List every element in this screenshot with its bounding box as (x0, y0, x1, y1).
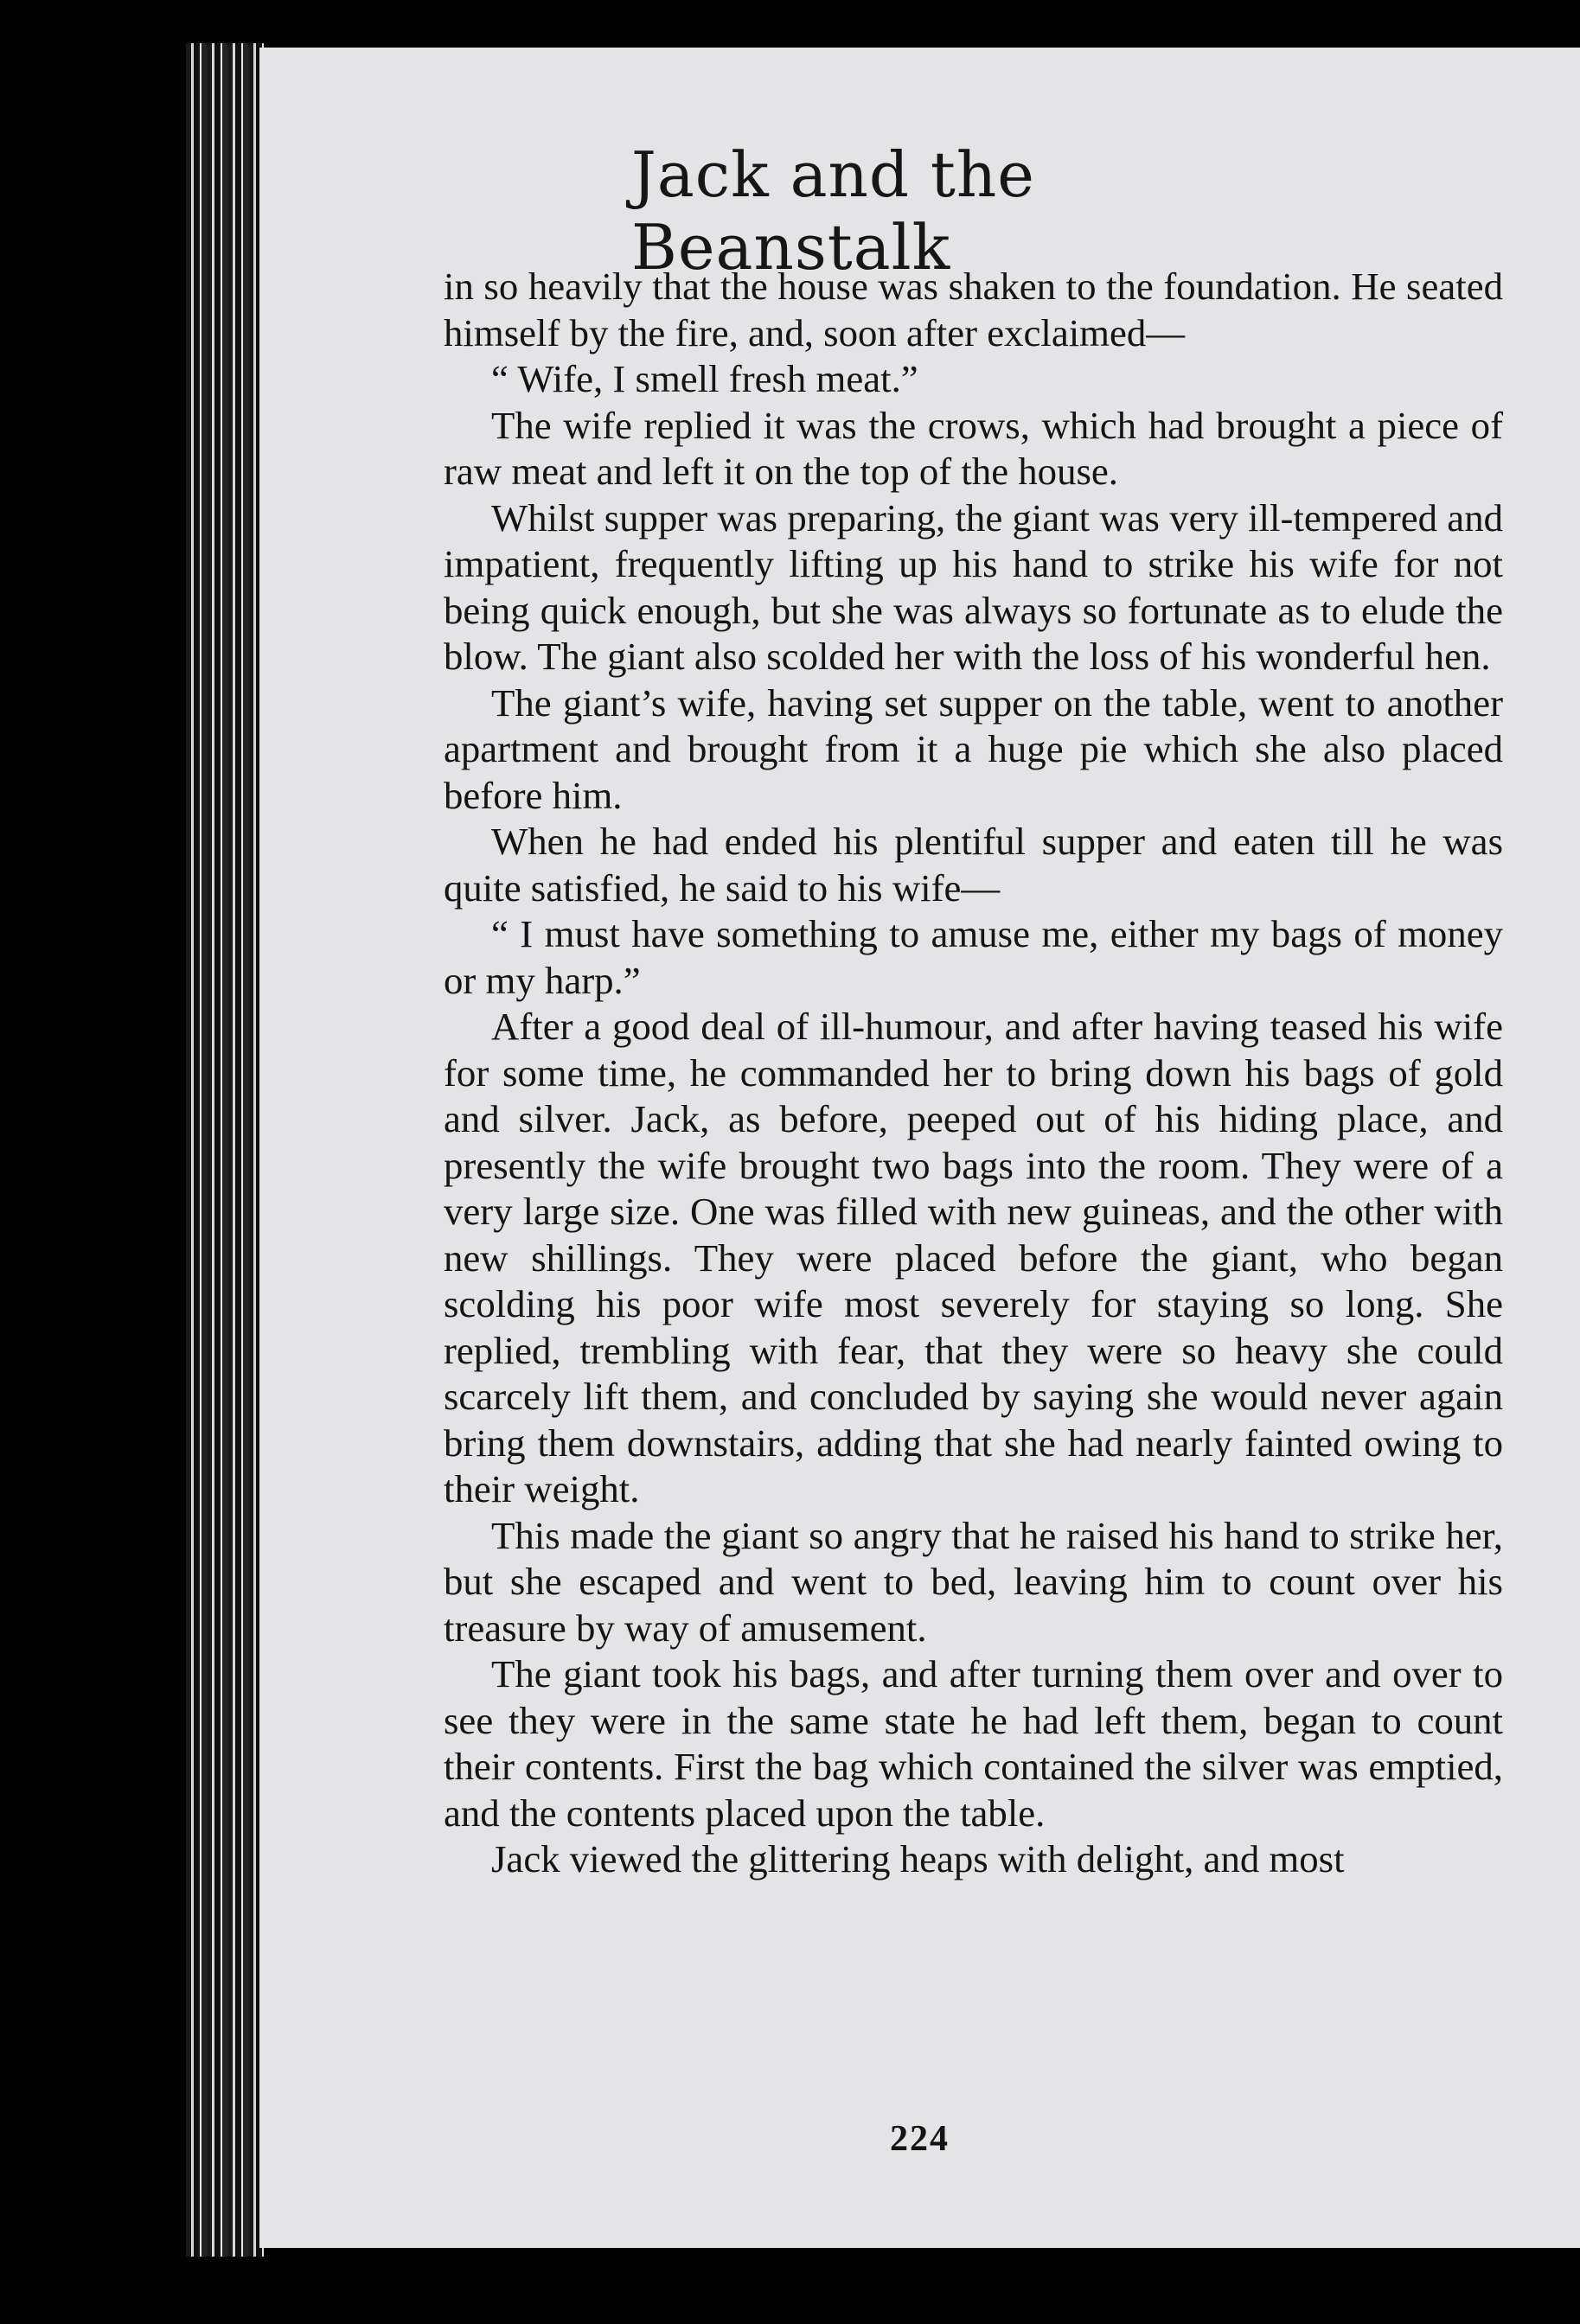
paragraph: After a good deal of ill-humour, and after having teased his wife for some time, he commanded her to bring down his bags of gold and silver. Jack, as before, peeped out of his hiding place, and presently the wife brought two bags into the room. They were of a very large size. One was filled with new guineas, and the other with new shillings. They were placed before the giant, who began scolding his poor wife most severely for staying so long. She replied, trembling with fear, that they were so heavy she could scarcely lift them, and concluded by saying she would never again bring them downstairs, adding that she had nearly fainted owing to their weight. (444, 1005, 1503, 1510)
paragraph: The giant’s wife, having set supper on the table, went to another apartment and brought from it a huge pie which she also placed before him. (444, 680, 1503, 817)
paragraph: Jack viewed the glittering heaps with delight, and most (491, 1837, 1345, 1880)
paragraph: When he had ended his plentiful supper and eaten till he was quite satisfied, he said to his wife— (444, 820, 1503, 910)
body-text (444, 264, 1503, 1883)
paragraph: “ Wife, I smell fresh meat.” (491, 357, 918, 400)
running-head: Jack and the Beanstalk (631, 138, 1035, 284)
paragraph: Whilst supper was preparing, the giant was very ill-tempered and impatient, frequently lifting up his hand to strike his wife for not being quick enough, but she was always so fortunate as to elude the blow. The giant also scolded her with the loss of his wonderful hen. (444, 495, 1503, 678)
book-page-edges (186, 43, 264, 2257)
paragraph: “ I must have something to amuse me, either my bags of money or my harp.” (444, 912, 1503, 1002)
book-page (259, 48, 1580, 2248)
paragraph: The wife replied it was the crows, which had brought a piece of raw meat and left it on the top of the house. (444, 403, 1503, 493)
page-number: 224 (890, 2119, 950, 2159)
paragraph: The giant took his bags, and after turning them over and over to see they were in the same state he had left them, began to count their contents. First the bag which contained the silver was emptied, and the contents placed upon the table. (444, 1652, 1503, 1835)
paragraph: in so heavily that the house was shaken to the foundation. He seated himself by the fire, and, soon after exclaimed— (444, 265, 1503, 354)
paragraph: This made the giant so angry that he raised his hand to strike her, but she escaped and went to bed, leaving him to count over his treasure by way of amusement. (444, 1513, 1503, 1650)
